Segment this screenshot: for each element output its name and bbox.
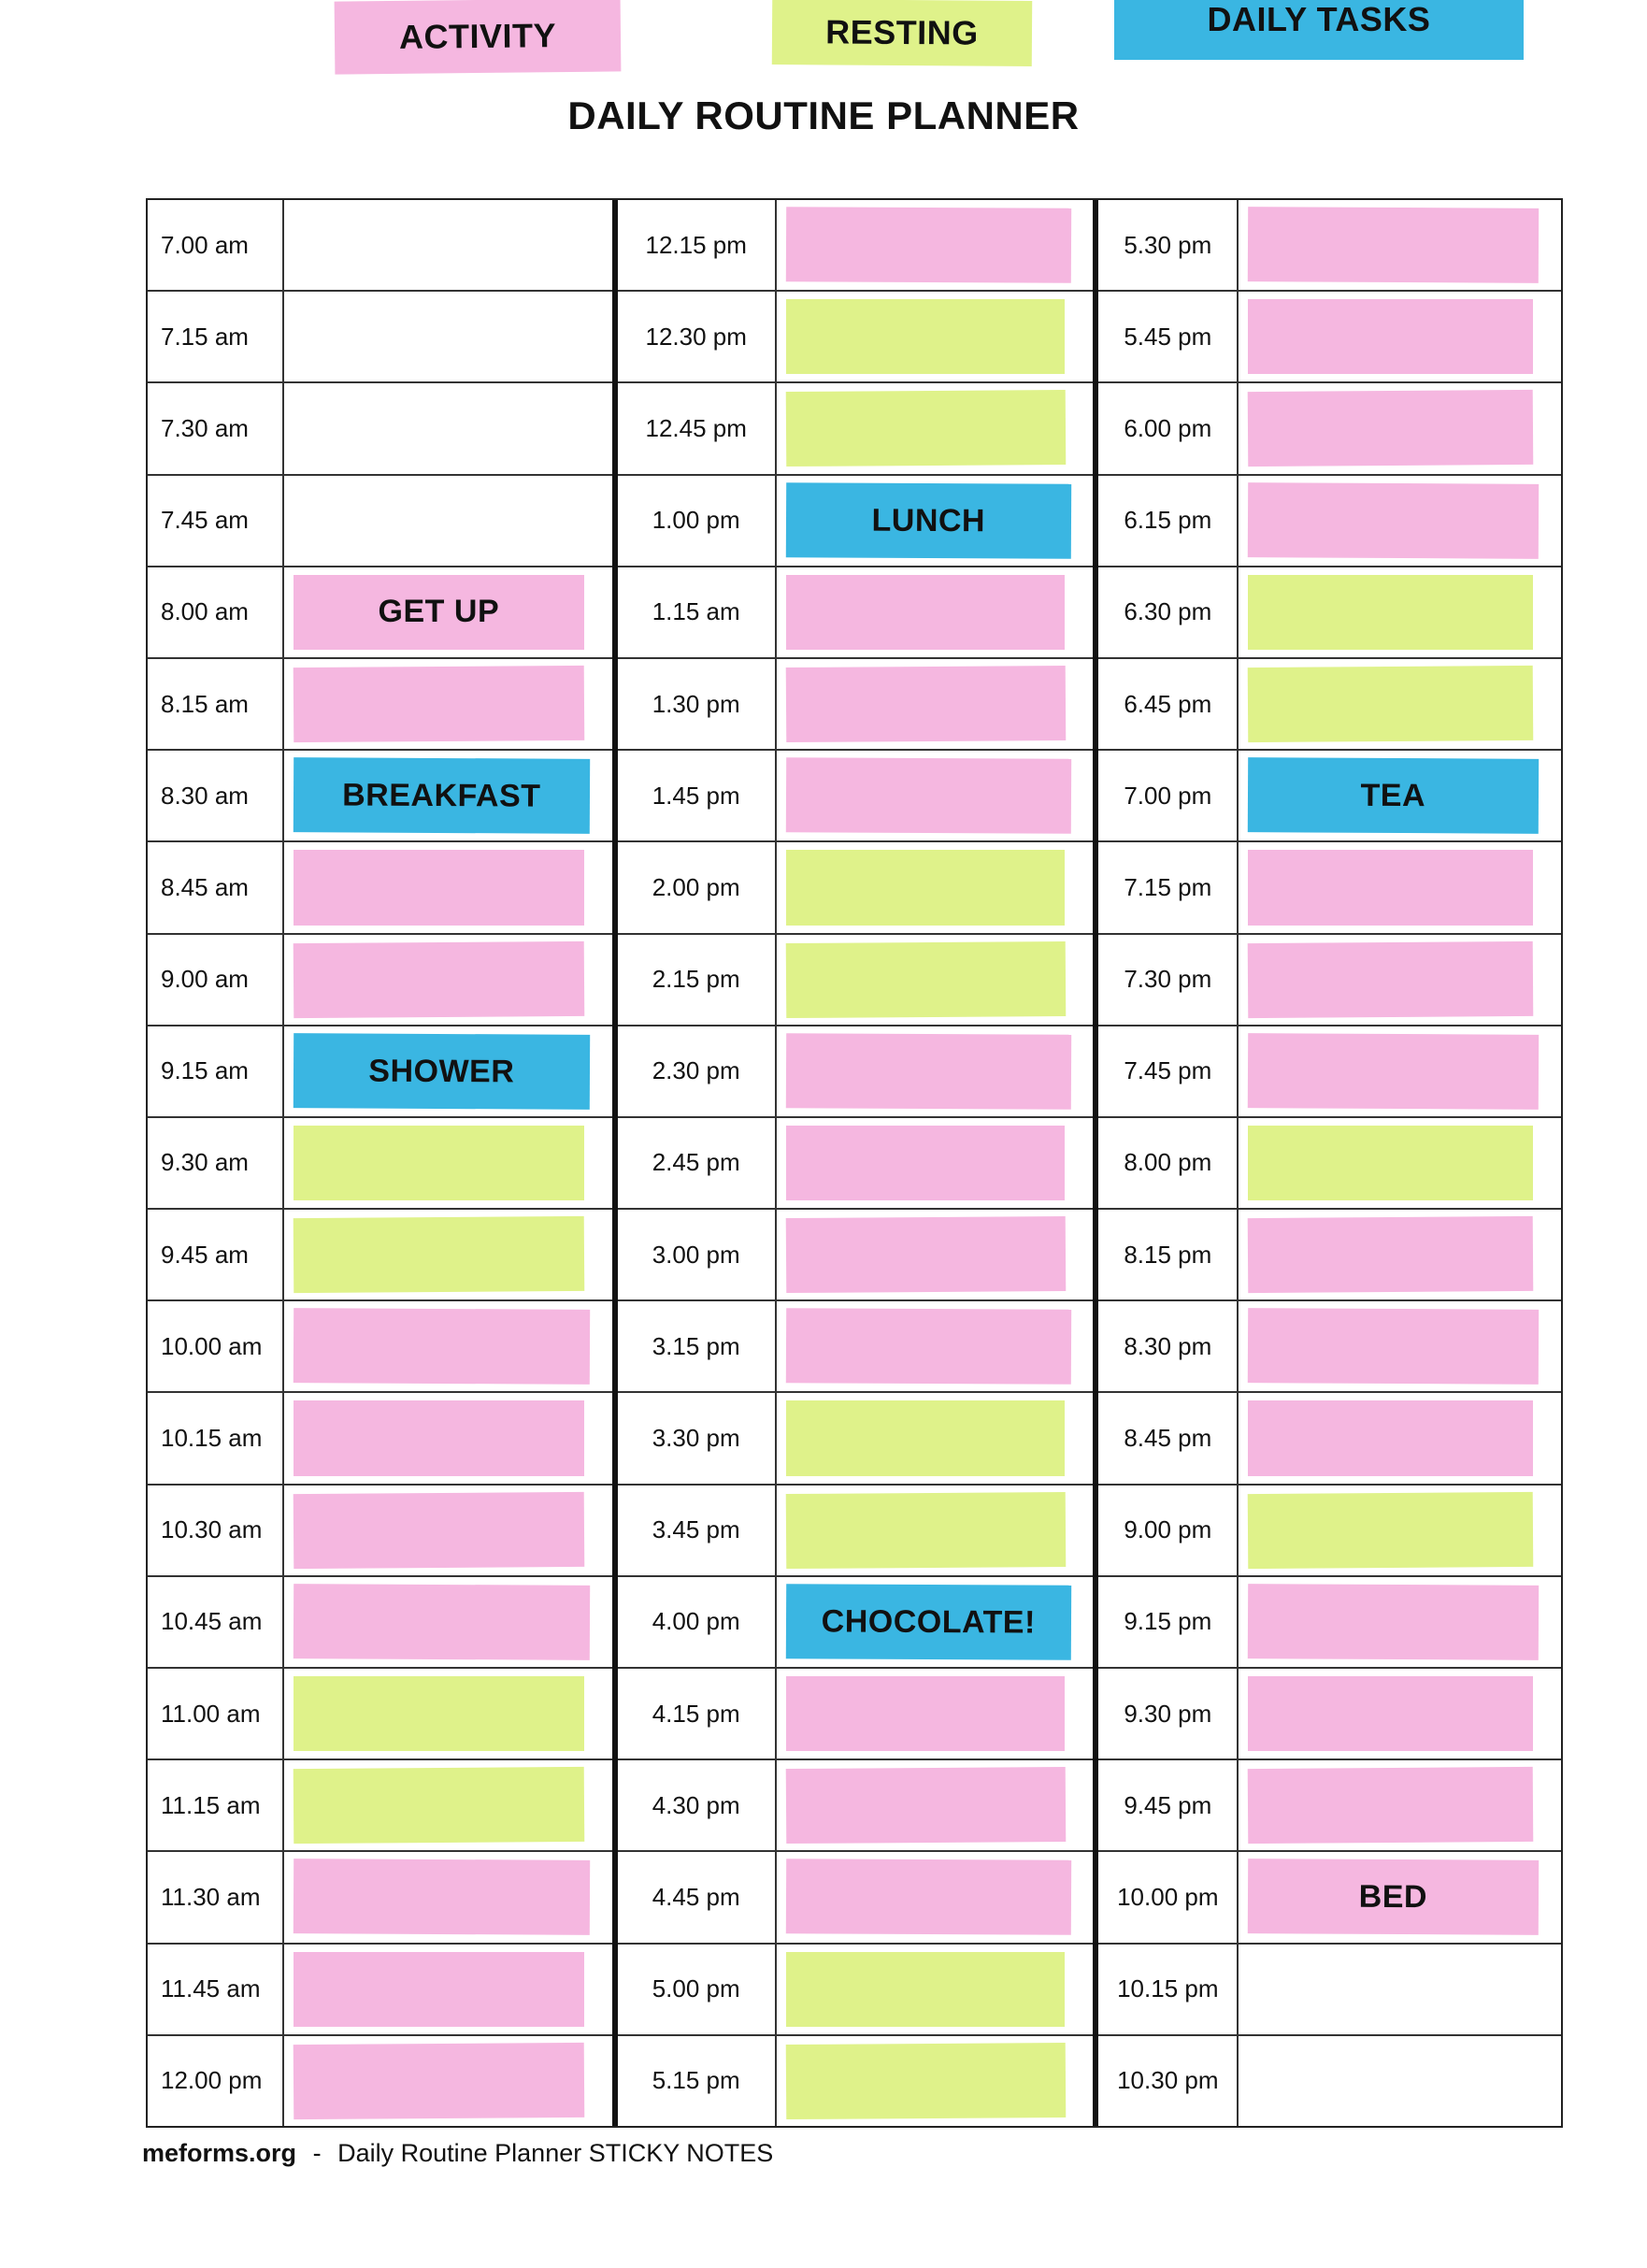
activity-sticky-note[interactable] — [294, 850, 584, 925]
time-label: 8.45 am — [148, 842, 284, 932]
note-cell[interactable] — [284, 1669, 612, 1758]
time-label: 4.45 pm — [618, 1852, 777, 1942]
note-cell[interactable] — [284, 1393, 612, 1483]
time-label: 7.30 am — [148, 383, 284, 473]
note-cell[interactable] — [777, 1945, 1094, 2034]
activity-sticky-note[interactable] — [294, 575, 584, 650]
note-cell[interactable] — [777, 200, 1094, 290]
time-slot-row — [1098, 1669, 1561, 1760]
time-label: 9.30 pm — [1098, 1669, 1239, 1758]
note-cell[interactable] — [777, 1577, 1094, 1667]
note-cell[interactable] — [284, 1210, 612, 1299]
note-cell[interactable] — [284, 383, 612, 473]
note-cell[interactable] — [1239, 1301, 1561, 1391]
time-label: 8.00 pm — [1098, 1118, 1239, 1208]
note-cell[interactable] — [284, 1026, 612, 1116]
note-cell[interactable] — [1239, 1118, 1561, 1208]
task-sticky-note[interactable] — [785, 482, 1070, 559]
time-slot-row — [618, 2036, 1094, 2126]
time-label: 12.15 pm — [618, 200, 777, 290]
resting-sticky-note[interactable] — [1248, 666, 1533, 742]
time-slot-row — [1098, 1577, 1561, 1669]
sticky-note-label: SHOWER — [368, 1052, 515, 1089]
resting-sticky-note[interactable] — [785, 940, 1065, 1017]
time-label: 11.30 am — [148, 1852, 284, 1942]
time-slot-row — [148, 1026, 612, 1118]
note-cell[interactable] — [284, 1577, 612, 1667]
time-slot-row — [148, 476, 612, 567]
note-cell[interactable] — [284, 567, 612, 657]
time-slot-row — [618, 1669, 1094, 1760]
time-label: 3.45 pm — [618, 1486, 777, 1575]
note-cell[interactable] — [284, 1486, 612, 1575]
resting-sticky-note[interactable] — [785, 390, 1065, 467]
note-cell[interactable] — [777, 1852, 1094, 1942]
activity-sticky-note[interactable] — [785, 1216, 1065, 1293]
activity-sticky-note[interactable] — [294, 1952, 584, 2027]
time-slot-row — [618, 200, 1094, 292]
planner-column-afternoon — [612, 200, 1094, 2126]
page-title: DAILY ROUTINE PLANNER — [567, 93, 1080, 137]
time-label: 9.00 am — [148, 935, 284, 1025]
note-cell[interactable] — [284, 1852, 612, 1942]
time-label: 5.00 pm — [618, 1945, 777, 2034]
time-label: 12.00 pm — [148, 2036, 284, 2126]
footer-separator: - — [312, 2139, 322, 2167]
time-label: 10.15 pm — [1098, 1945, 1239, 2034]
note-cell[interactable] — [1239, 200, 1561, 290]
resting-sticky-note[interactable] — [785, 2043, 1065, 2119]
note-cell[interactable] — [1239, 2036, 1561, 2126]
time-label: 4.15 pm — [618, 1669, 777, 1758]
time-label: 10.15 am — [148, 1393, 284, 1483]
note-cell[interactable] — [777, 1760, 1094, 1850]
time-slot-row — [1098, 2036, 1561, 2126]
resting-sticky-note[interactable] — [786, 299, 1066, 374]
time-label: 7.00 am — [148, 200, 284, 290]
note-cell[interactable] — [284, 935, 612, 1025]
time-slot-row — [618, 1301, 1094, 1393]
time-slot-row — [148, 659, 612, 751]
note-cell[interactable] — [777, 751, 1094, 840]
note-cell[interactable] — [284, 200, 612, 290]
time-label: 3.00 pm — [618, 1210, 777, 1299]
planner-column-evening — [1093, 200, 1561, 2126]
activity-sticky-note[interactable] — [294, 2043, 584, 2119]
activity-sticky-note[interactable] — [294, 940, 584, 1017]
time-label: 9.45 pm — [1098, 1760, 1239, 1850]
time-label: 7.30 pm — [1098, 935, 1239, 1025]
activity-sticky-note[interactable] — [294, 1308, 590, 1385]
legend-daily-tasks-label: DAILY TASKS — [1207, 0, 1431, 38]
activity-sticky-note[interactable] — [294, 1584, 590, 1660]
activity-sticky-note[interactable] — [785, 757, 1070, 834]
activity-sticky-note[interactable] — [1248, 1033, 1539, 1110]
note-cell[interactable] — [1239, 567, 1561, 657]
planner-column-morning — [148, 200, 612, 2126]
legend-resting-note — [772, 0, 1032, 66]
time-slot-row — [1098, 1118, 1561, 1210]
activity-sticky-note[interactable] — [1248, 390, 1533, 467]
note-cell[interactable] — [1239, 751, 1561, 840]
time-label: 8.30 am — [148, 751, 284, 840]
note-cell[interactable] — [284, 1301, 612, 1391]
time-label: 10.30 pm — [1098, 2036, 1239, 2126]
activity-sticky-note[interactable] — [785, 1308, 1070, 1385]
time-label: 10.00 am — [148, 1301, 284, 1391]
time-label: 7.45 am — [148, 476, 284, 566]
legend-daily-tasks-note — [1114, 0, 1524, 60]
time-label: 9.15 pm — [1098, 1577, 1239, 1667]
activity-sticky-note[interactable] — [1248, 299, 1533, 374]
time-slot-row — [618, 751, 1094, 842]
note-cell[interactable] — [777, 659, 1094, 749]
time-slot-row — [148, 1852, 612, 1944]
time-slot-row — [1098, 383, 1561, 475]
note-cell[interactable] — [777, 567, 1094, 657]
resting-sticky-note[interactable] — [1248, 1126, 1533, 1200]
activity-sticky-note[interactable] — [294, 1859, 590, 1936]
note-cell[interactable] — [1239, 1669, 1561, 1758]
resting-sticky-note[interactable] — [294, 1676, 584, 1751]
time-label: 6.15 pm — [1098, 476, 1239, 566]
note-cell[interactable] — [777, 1026, 1094, 1116]
resting-sticky-note[interactable] — [294, 1216, 584, 1293]
note-cell[interactable] — [284, 1760, 612, 1850]
activity-sticky-note[interactable] — [1248, 1584, 1539, 1660]
time-slot-row — [618, 842, 1094, 934]
note-cell[interactable] — [1239, 935, 1561, 1025]
time-label: 1.00 pm — [618, 476, 777, 566]
note-cell[interactable] — [777, 476, 1094, 566]
note-cell[interactable] — [1239, 842, 1561, 932]
activity-sticky-note[interactable] — [785, 1767, 1065, 1844]
time-label: 8.15 am — [148, 659, 284, 749]
note-cell[interactable] — [777, 1118, 1094, 1208]
note-cell[interactable] — [1239, 1486, 1561, 1575]
time-slot-row — [1098, 476, 1561, 567]
note-cell[interactable] — [777, 1393, 1094, 1483]
time-label: 10.30 am — [148, 1486, 284, 1575]
note-cell[interactable] — [777, 842, 1094, 932]
time-label: 7.45 pm — [1098, 1026, 1239, 1116]
time-label: 5.45 pm — [1098, 292, 1239, 381]
time-slot-row — [1098, 1210, 1561, 1301]
resting-sticky-note[interactable] — [294, 1767, 584, 1844]
time-label: 1.15 am — [618, 567, 777, 657]
time-slot-row — [148, 1486, 612, 1577]
time-slot-row — [148, 1118, 612, 1210]
time-slot-row — [148, 567, 612, 659]
resting-sticky-note[interactable] — [1248, 575, 1533, 650]
footer — [142, 2139, 773, 2168]
time-label: 12.45 pm — [618, 383, 777, 473]
time-label: 9.00 pm — [1098, 1486, 1239, 1575]
time-label: 11.45 am — [148, 1945, 284, 2034]
time-slot-row — [148, 1577, 612, 1669]
activity-sticky-note[interactable] — [1248, 1308, 1539, 1385]
activity-sticky-note[interactable] — [1248, 1400, 1533, 1475]
note-cell[interactable] — [284, 1945, 612, 2034]
time-slot-row — [1098, 751, 1561, 842]
note-cell[interactable] — [777, 2036, 1094, 2126]
time-slot-row — [1098, 1760, 1561, 1852]
task-sticky-note[interactable] — [294, 1033, 590, 1110]
time-label: 10.45 am — [148, 1577, 284, 1667]
time-slot-row — [618, 1026, 1094, 1118]
time-label: 5.30 pm — [1098, 200, 1239, 290]
time-slot-row — [618, 1486, 1094, 1577]
note-cell[interactable] — [284, 476, 612, 566]
note-cell[interactable] — [777, 1486, 1094, 1575]
note-cell[interactable] — [1239, 292, 1561, 381]
legend-activity-label: ACTIVITY — [398, 16, 557, 56]
note-cell[interactable] — [777, 1669, 1094, 1758]
activity-sticky-note[interactable] — [1248, 1767, 1533, 1844]
task-sticky-note[interactable] — [785, 1584, 1070, 1660]
time-label: 3.15 pm — [618, 1301, 777, 1391]
time-slot-row — [1098, 1852, 1561, 1944]
time-slot-row — [1098, 1026, 1561, 1118]
sticky-note-label: LUNCH — [871, 501, 985, 538]
time-label: 8.45 pm — [1098, 1393, 1239, 1483]
note-cell[interactable] — [284, 1118, 612, 1208]
note-cell[interactable] — [284, 292, 612, 381]
time-label: 3.30 pm — [618, 1393, 777, 1483]
resting-sticky-note[interactable] — [786, 850, 1066, 925]
footer-site: meforms.org — [142, 2139, 297, 2167]
activity-sticky-note[interactable] — [1248, 1216, 1533, 1293]
time-label: 1.30 pm — [618, 659, 777, 749]
time-slot-row — [148, 2036, 612, 2126]
time-label: 8.00 am — [148, 567, 284, 657]
sticky-note-label: BREAKFAST — [342, 777, 541, 814]
note-cell[interactable] — [284, 659, 612, 749]
time-label: 6.45 pm — [1098, 659, 1239, 749]
time-label: 11.15 am — [148, 1760, 284, 1850]
time-label: 7.15 pm — [1098, 842, 1239, 932]
time-slot-row — [618, 383, 1094, 475]
activity-sticky-note[interactable] — [1248, 1676, 1533, 1751]
note-cell[interactable] — [777, 1301, 1094, 1391]
time-label: 2.00 pm — [618, 842, 777, 932]
activity-sticky-note[interactable] — [1248, 207, 1539, 283]
time-label: 12.30 pm — [618, 292, 777, 381]
time-label: 8.15 pm — [1098, 1210, 1239, 1299]
time-label: 9.15 am — [148, 1026, 284, 1116]
time-label: 7.15 am — [148, 292, 284, 381]
note-cell[interactable] — [1239, 1852, 1561, 1942]
note-cell[interactable] — [1239, 1760, 1561, 1850]
time-label: 1.45 pm — [618, 751, 777, 840]
time-slot-row — [1098, 1945, 1561, 2036]
activity-sticky-note[interactable] — [294, 666, 584, 742]
time-slot-row — [618, 567, 1094, 659]
note-cell[interactable] — [777, 935, 1094, 1025]
time-label: 2.15 pm — [618, 935, 777, 1025]
time-slot-row — [618, 935, 1094, 1026]
time-label: 6.30 pm — [1098, 567, 1239, 657]
time-slot-row — [148, 1945, 612, 2036]
time-slot-row — [1098, 935, 1561, 1026]
activity-sticky-note[interactable] — [786, 575, 1066, 650]
note-cell[interactable] — [1239, 659, 1561, 749]
resting-sticky-note[interactable] — [294, 1126, 584, 1200]
activity-sticky-note[interactable] — [294, 1400, 584, 1475]
time-slot-row — [1098, 567, 1561, 659]
time-slot-row — [1098, 1486, 1561, 1577]
planner-grid — [146, 198, 1563, 2128]
legend-activity-note — [335, 0, 622, 75]
note-cell[interactable] — [284, 2036, 612, 2126]
time-slot-row — [618, 1945, 1094, 2036]
time-slot-row — [148, 935, 612, 1026]
note-cell[interactable] — [777, 292, 1094, 381]
note-cell[interactable] — [1239, 1577, 1561, 1667]
time-slot-row — [1098, 842, 1561, 934]
resting-sticky-note[interactable] — [786, 1400, 1066, 1475]
resting-sticky-note[interactable] — [1248, 1492, 1533, 1569]
note-cell[interactable] — [777, 383, 1094, 473]
time-label: 4.00 pm — [618, 1577, 777, 1667]
sticky-note-label: BED — [1358, 1878, 1428, 1916]
time-label: 7.00 pm — [1098, 751, 1239, 840]
time-slot-row — [1098, 200, 1561, 292]
activity-sticky-note[interactable] — [785, 207, 1070, 283]
activity-sticky-note[interactable] — [785, 1859, 1070, 1936]
note-cell[interactable] — [1239, 1210, 1561, 1299]
time-label: 6.00 pm — [1098, 383, 1239, 473]
time-slot-row — [148, 292, 612, 383]
activity-sticky-note[interactable] — [1248, 482, 1539, 559]
note-cell[interactable] — [1239, 383, 1561, 473]
task-sticky-note[interactable] — [1248, 757, 1539, 834]
time-slot-row — [148, 1301, 612, 1393]
activity-sticky-note[interactable] — [1248, 940, 1533, 1017]
activity-sticky-note[interactable] — [786, 1676, 1066, 1751]
activity-sticky-note[interactable] — [785, 1033, 1070, 1110]
time-slot-row — [618, 1577, 1094, 1669]
time-slot-row — [618, 1118, 1094, 1210]
time-label: 2.30 pm — [618, 1026, 777, 1116]
time-slot-row — [1098, 659, 1561, 751]
resting-sticky-note[interactable] — [786, 1952, 1066, 2027]
time-label: 9.30 am — [148, 1118, 284, 1208]
sticky-note-label: GET UP — [378, 594, 500, 630]
footer-text: Daily Routine Planner STICKY NOTES — [337, 2139, 774, 2167]
time-slot-row — [618, 659, 1094, 751]
time-label: 9.45 am — [148, 1210, 284, 1299]
time-label: 4.30 pm — [618, 1760, 777, 1850]
time-slot-row — [148, 383, 612, 475]
time-slot-row — [148, 1393, 612, 1485]
activity-sticky-note[interactable] — [1248, 850, 1533, 925]
note-cell[interactable] — [1239, 1026, 1561, 1116]
note-cell[interactable] — [284, 842, 612, 932]
activity-sticky-note[interactable] — [786, 1126, 1066, 1200]
time-slot-row — [148, 200, 612, 292]
time-slot-row — [618, 1760, 1094, 1852]
time-label: 8.30 pm — [1098, 1301, 1239, 1391]
time-slot-row — [618, 1210, 1094, 1301]
time-slot-row — [618, 1393, 1094, 1485]
resting-sticky-note[interactable] — [785, 1492, 1065, 1569]
time-slot-row — [618, 1852, 1094, 1944]
sticky-note-label: CHOCOLATE! — [821, 1602, 1036, 1641]
time-slot-row — [1098, 1301, 1561, 1393]
note-cell[interactable] — [284, 751, 612, 840]
activity-sticky-note[interactable] — [294, 1492, 584, 1569]
legend-resting-label: RESTING — [825, 12, 979, 52]
note-cell[interactable] — [1239, 1945, 1561, 2034]
activity-sticky-note[interactable] — [1248, 1859, 1539, 1936]
time-label: 11.00 am — [148, 1669, 284, 1758]
activity-sticky-note[interactable] — [785, 666, 1065, 742]
time-slot-row — [1098, 1393, 1561, 1485]
time-slot-row — [618, 476, 1094, 567]
sticky-note-label: TEA — [1360, 777, 1426, 813]
time-label: 5.15 pm — [618, 2036, 777, 2126]
time-label: 2.45 pm — [618, 1118, 777, 1208]
time-slot-row — [148, 842, 612, 934]
time-slot-row — [148, 751, 612, 842]
time-label: 10.00 pm — [1098, 1852, 1239, 1942]
note-cell[interactable] — [1239, 476, 1561, 566]
task-sticky-note[interactable] — [294, 757, 590, 834]
time-slot-row — [618, 292, 1094, 383]
note-cell[interactable] — [777, 1210, 1094, 1299]
time-slot-row — [148, 1760, 612, 1852]
note-cell[interactable] — [1239, 1393, 1561, 1483]
time-slot-row — [148, 1210, 612, 1301]
time-slot-row — [1098, 292, 1561, 383]
time-slot-row — [148, 1669, 612, 1760]
